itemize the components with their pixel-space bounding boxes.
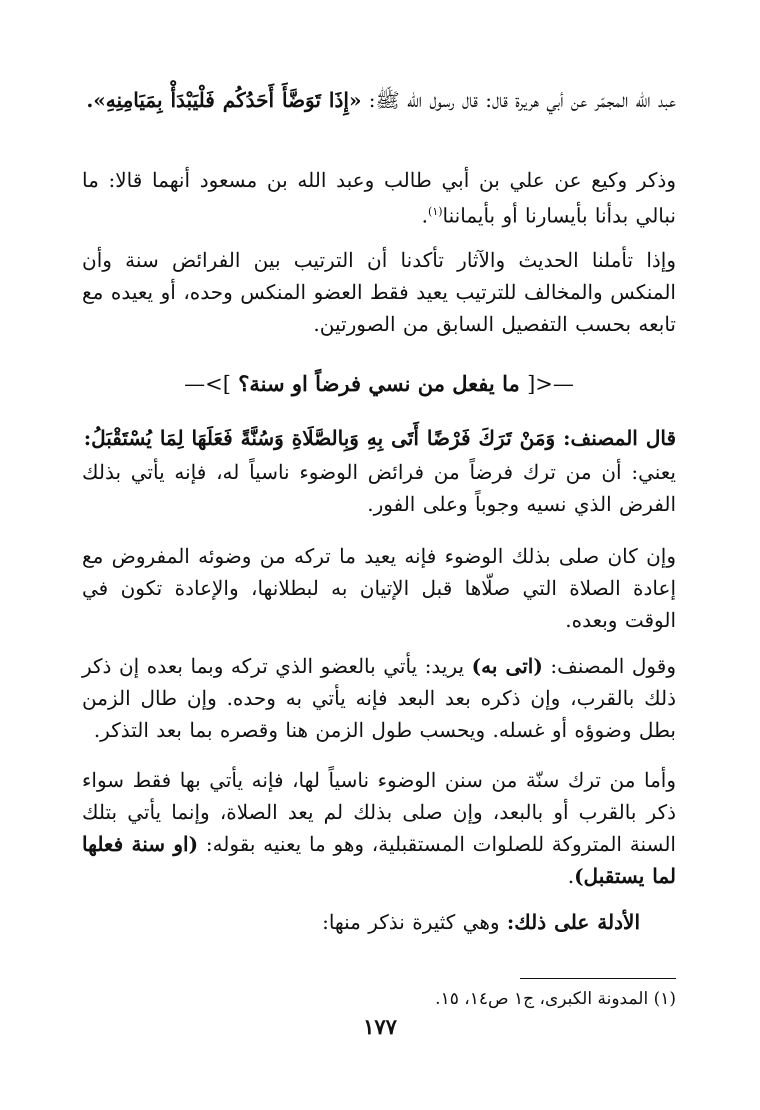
heading-ornament-left: ]>— bbox=[184, 372, 231, 396]
paragraph-explanation bbox=[82, 456, 676, 520]
explanation-text: يعني: أن من ترك فرضاً من فرائض الوضوء ناسياً له، فإنه يأتي بذلك الفرض الذي نسيه وجوباً وعلى الفور. bbox=[82, 460, 676, 516]
paragraph-evidence bbox=[82, 906, 676, 938]
footnote-ref[interactable]: (١) bbox=[428, 205, 443, 218]
hadith-intro: عبد الله المجمّر عن أبي هريرة قال: قال رسول الله ﷺ: bbox=[361, 88, 676, 112]
waki-end: . bbox=[421, 203, 429, 228]
musannif-label: قال المصنف: bbox=[563, 426, 676, 450]
footnote: (١) المدونة الكبرى، ج١ ص١٤، ١٥. bbox=[435, 989, 676, 1009]
paragraph-hadith bbox=[82, 84, 676, 116]
page-number: ١٧٧ bbox=[363, 1014, 397, 1039]
heading-title: ما يفعل من نسي فرضاً او سنة؟ bbox=[238, 371, 520, 396]
paragraph-sunna bbox=[82, 764, 676, 892]
tartib-text: وإذا تأملنا الحديث والآثار تأكدنا أن الترتيب بين الفرائض سنة وأن المنكس والمخالف للترتيب يعيد فقط العضو المنكس وحده، أو يعيده مع تابعه بحسب التفصيل السابق من الصورتين. bbox=[82, 248, 676, 336]
paragraph-tartib bbox=[82, 244, 676, 340]
evidence-bold: الأدلة على ذلك: bbox=[506, 910, 640, 934]
ata-bihi-after: يريد: يأتي بالعضو الذي تركه وبما بعده إن ذكر ذلك بالقرب، وإن ذكره بعد البعد فإنه يأتي به وحده. وإن طال الزمن بطل وضوؤه أو غسله. ويحسب طول الزمن هنا وقصره بما بعد التذكر. bbox=[82, 654, 676, 742]
paragraph-repeat-prayer bbox=[82, 540, 676, 636]
repeat-prayer-text: وإن كان صلى بذلك الوضوء فإنه يعيد ما تركه من وضوئه المفروض مع إعادة الصلاة التي صلّاها قبل الإتيان به لبطلانها، والإعادة تكون في الوقت وبعده. bbox=[82, 544, 676, 632]
sunna-before: وأما من ترك سنّة من سنن الوضوء ناسياً لها، فإنه يأتي بها فقط سواء ذكر بالقرب أو بالبعد، وإن صلى بذلك لم يعد الصلاة، وإنما يأتي بتلك السنة المتروكة للصلوات المستقبلية، وهو ما يعنيه بقوله: bbox=[82, 768, 677, 856]
paragraph-waki bbox=[82, 164, 676, 232]
heading-ornament-right: —<[ bbox=[527, 372, 574, 396]
musannif-quote: وَمَنْ تَرَكَ فَرْضًا أَتَى بِهِ وَبِالصَّلَاةِ وَسُنَّةً فَعَلَهَا لِمَا يُسْتَقْبَلُ: bbox=[83, 426, 564, 450]
footnote-separator bbox=[520, 978, 676, 979]
paragraph-ata-bihi bbox=[82, 650, 676, 746]
ata-bihi-bold: (اتى به) bbox=[471, 654, 543, 678]
waki-text: وذكر وكيع عن علي بن أبي طالب وعبد الله بن مسعود أنهما قالا: ما نبالي بدأنا بأيسارنا أو بأيماننا bbox=[82, 168, 676, 228]
evidence-after: وهي كثيرة نذكر منها: bbox=[322, 910, 507, 934]
sunna-bold: (او سنة فعلها لما يستقبل) bbox=[82, 832, 676, 888]
section-heading bbox=[82, 368, 676, 400]
ata-bihi-before: وقول المصنف: bbox=[542, 654, 676, 678]
hadith-quote: «إِذَا تَوَضَّأَ أَحَدُكُم فَلْيَبْدَأْ بِمَيَامِنِهِ». bbox=[86, 88, 362, 112]
sunna-after: . bbox=[567, 864, 575, 888]
paragraph-musannif bbox=[82, 422, 676, 454]
